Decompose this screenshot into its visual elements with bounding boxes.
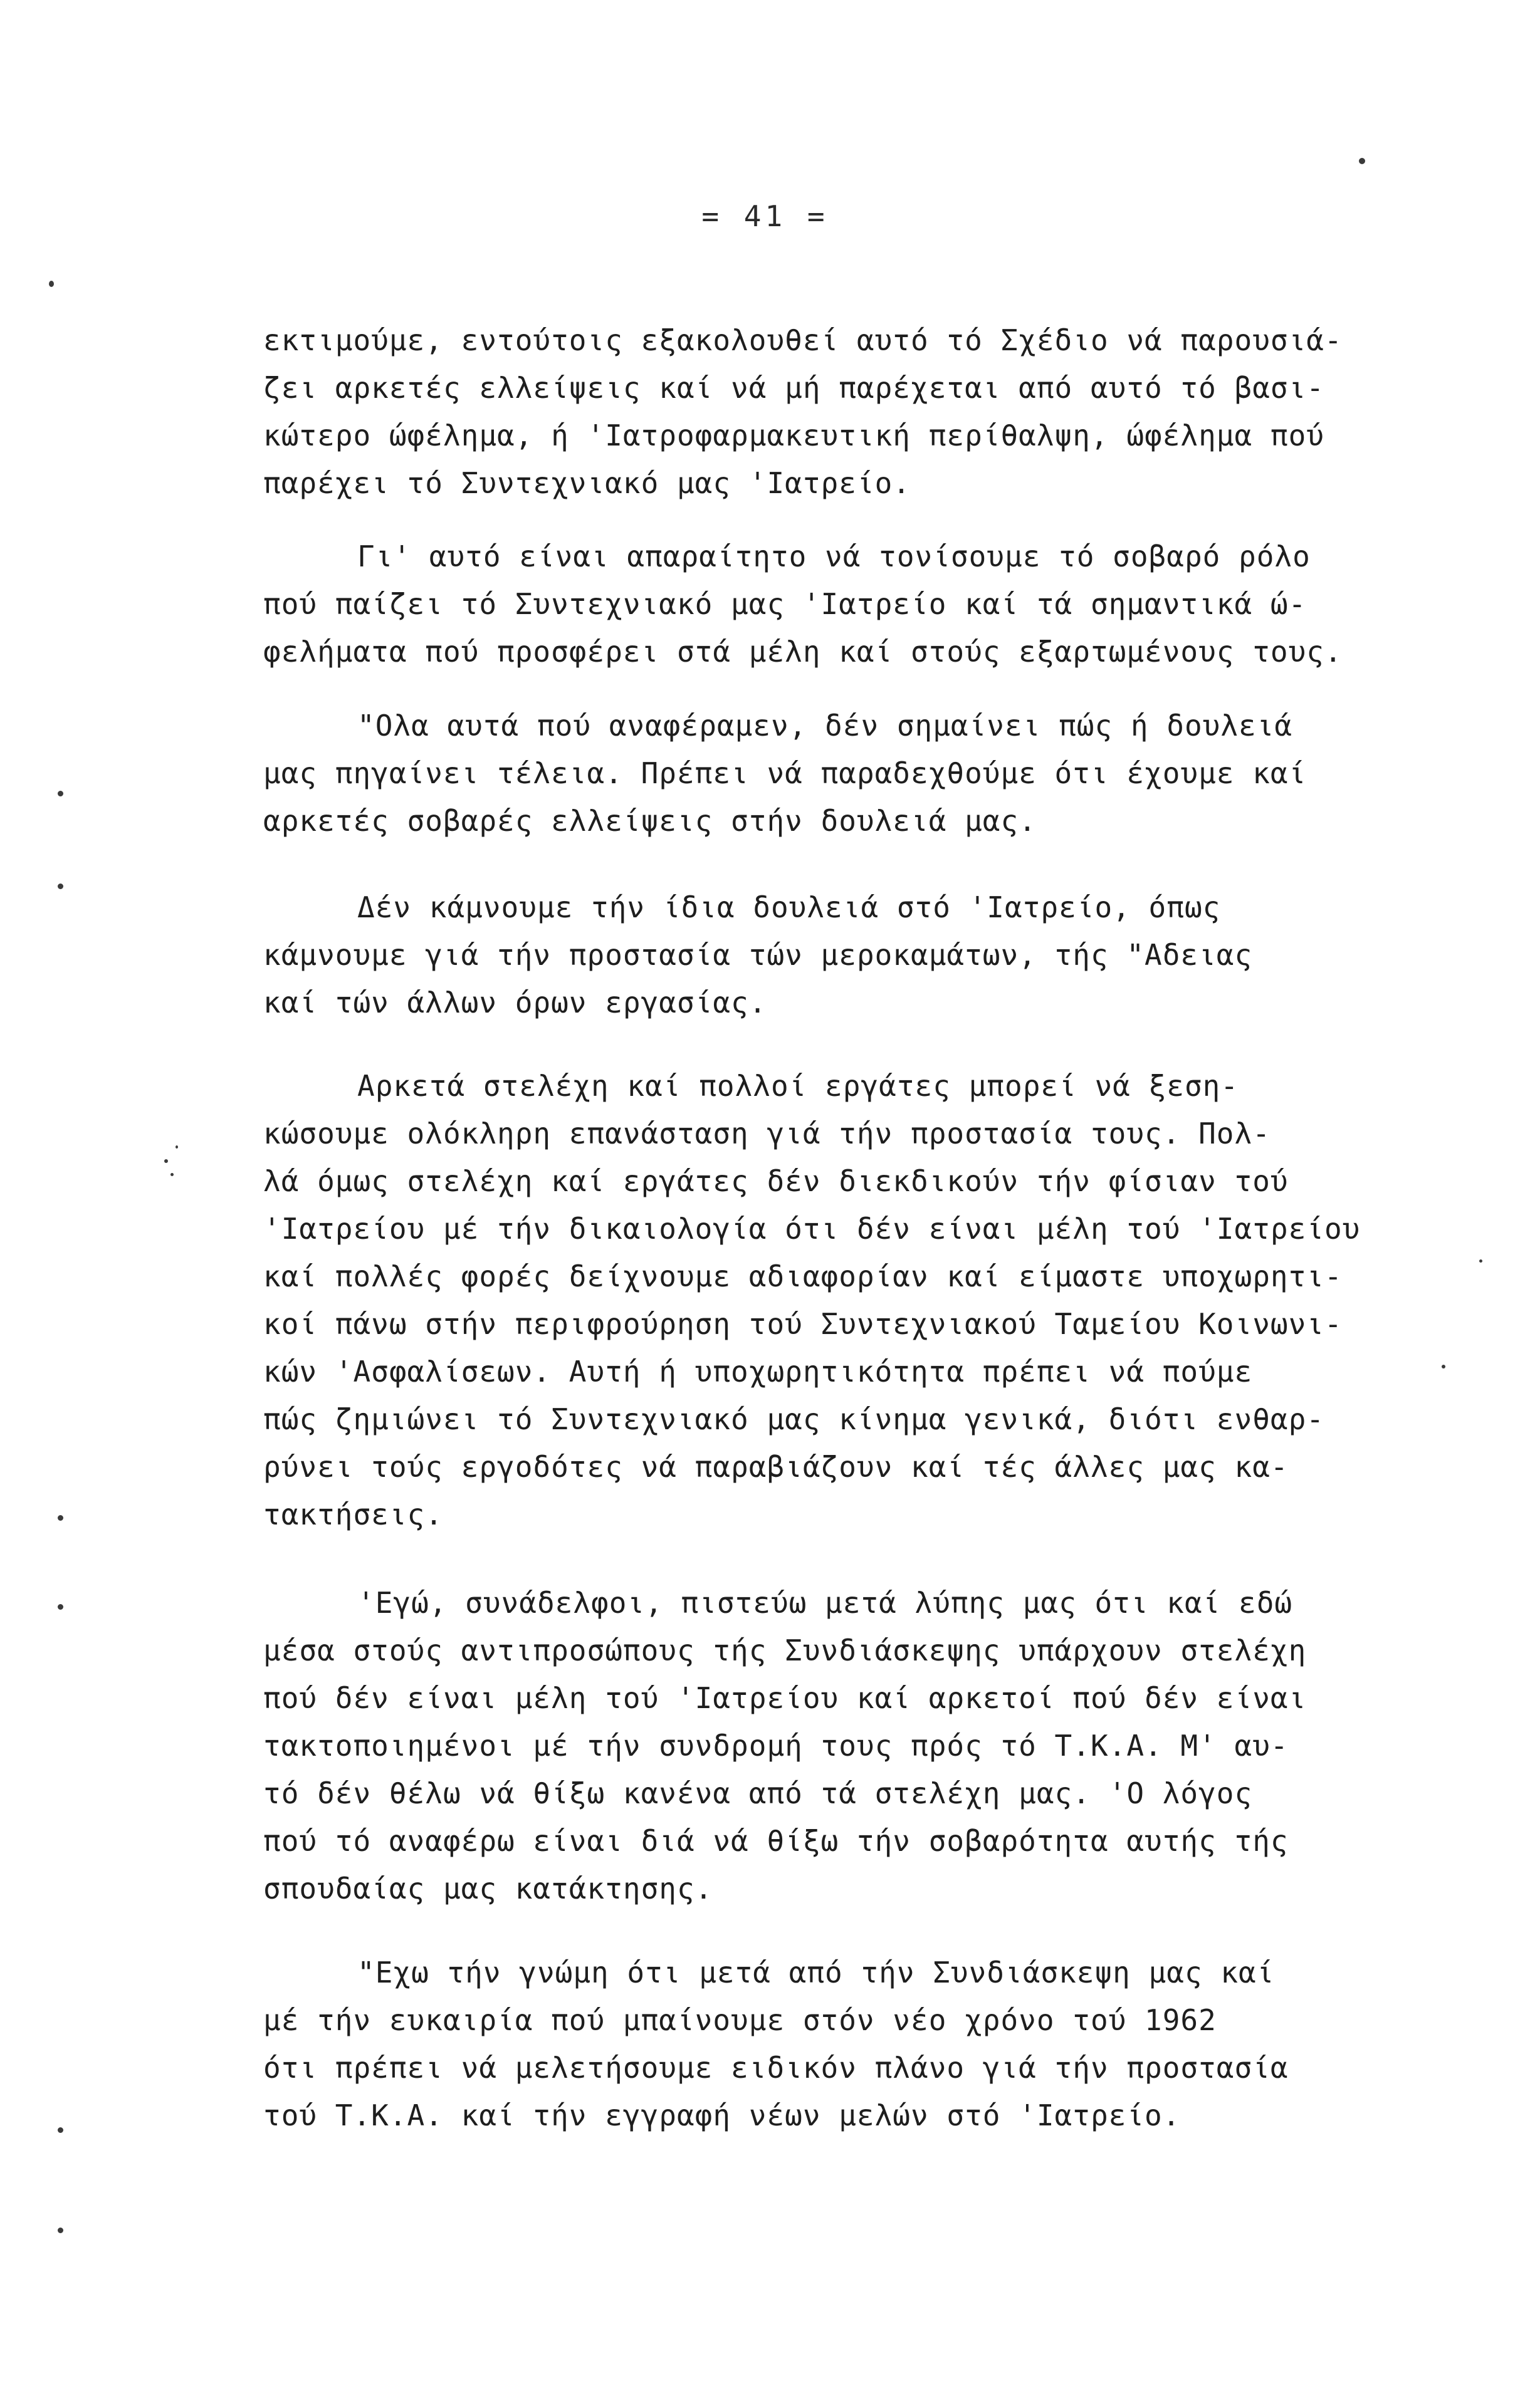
- text-line: σπουδαίας μας κατάκτησης.: [263, 1872, 713, 1905]
- text-line: λά όμως στελέχη καί εργάτες δέν διεκδικούν τήν φίσιαν τού: [263, 1164, 1289, 1198]
- scan-speck: [49, 281, 54, 287]
- text-line: καί τών άλλων όρων εργασίας.: [263, 986, 767, 1019]
- scan-speck: [1479, 1259, 1482, 1263]
- text-line: κάμνουμε γιά τήν προστασία τών μεροκαμάτων, τής "Αδειας: [263, 938, 1253, 972]
- scan-speck: [1359, 158, 1365, 164]
- scan-speck: [58, 2228, 63, 2233]
- text-line: κώσουμε ολόκληρη επανάσταση γιά τήν προστασία τους. Πολ-: [263, 1117, 1271, 1150]
- text-line: "Εχω τήν γνώμη ότι μετά από τήν Συνδιάσκεψη μας καί: [357, 1956, 1275, 1989]
- text-line: πού παίζει τό Συντεχνιακό μας 'Ιατρείο καί τά σημαντικά ώ-: [263, 587, 1307, 621]
- scan-speck: [58, 2127, 63, 2133]
- text-line: 'Εγώ, συνάδελφοι, πιστεύω μετά λύπης μας ότι καί εδώ: [357, 1586, 1293, 1620]
- text-line: φελήματα πού προσφέρει στά μέλη καί στούς εξαρτωμένους τους.: [263, 635, 1343, 669]
- text-line: "Ολα αυτά πού αναφέραμεν, δέν σημαίνει πώς ή δουλειά: [357, 709, 1293, 743]
- text-line: κώτερο ώφέλημα, ή 'Ιατροφαρμακευτική περίθαλψη, ώφέλημα πού: [263, 419, 1324, 452]
- paragraph-1: [263, 316, 1467, 507]
- text-line: Δέν κάμνουμε τήν ίδια δουλειά στό 'Ιατρείο, όπως: [357, 890, 1221, 924]
- text-line: ζει αρκετές ελλείψεις καί νά μή παρέχεται από αυτό τό βασι-: [263, 371, 1324, 405]
- paragraph-2: [263, 533, 1467, 675]
- text-line: μας πηγαίνει τέλεια. Πρέπει νά παραδεχθούμε ότι έχουμε καί: [263, 756, 1307, 790]
- text-line: μέσα στούς αντιπροσώπους τής Συνδιάσκεψης υπάρχουν στελέχη: [263, 1634, 1307, 1667]
- scan-speck: [164, 1159, 168, 1163]
- text-line: 'Ιατρείου μέ τήν δικαιολογία ότι δέν είναι μέλη τού 'Ιατρείου: [263, 1212, 1361, 1246]
- scan-speck: [176, 1145, 178, 1149]
- paragraph-6: [263, 1579, 1467, 1912]
- scan-speck: [58, 1604, 63, 1610]
- paragraph-7: [263, 1949, 1467, 2139]
- text-line: τό δέν θέλω νά θίξω κανένα από τά στελέχη μας. 'Ο λόγος: [263, 1776, 1253, 1810]
- text-line: αρκετές σοβαρές ελλείψεις στήν δουλειά μας.: [263, 804, 1037, 838]
- text-line: πού τό αναφέρω είναι διά νά θίξω τήν σοβαρότητα αυτής τής: [263, 1824, 1289, 1858]
- paragraph-4: [263, 883, 1467, 1026]
- paragraph-5: [263, 1062, 1467, 1538]
- paragraph-3: [263, 702, 1467, 845]
- text-line: τακτοποιημένοι μέ τήν συνδρομή τους πρός τό Τ.Κ.Α. Μ' αυ-: [263, 1729, 1289, 1763]
- text-line: ότι πρέπει νά μελετήσουμε ειδικόν πλάνο γιά τήν προστασία: [263, 2051, 1289, 2085]
- text-line: καί πολλές φορές δείχνουμε αδιαφορίαν καί είμαστε υποχωρητι-: [263, 1259, 1343, 1293]
- text-line: ρύνει τούς εργοδότες νά παραβιάζουν καί τές άλλες μας κα-: [263, 1450, 1289, 1484]
- scan-speck: [58, 883, 63, 889]
- scan-speck: [58, 1515, 63, 1521]
- scan-speck: [58, 791, 63, 796]
- text-line: κών 'Ασφαλίσεων. Αυτή ή υποχωρητικότητα πρέπει νά πούμε: [263, 1355, 1253, 1389]
- text-line: μέ τήν ευκαιρία πού μπαίνουμε στόν νέο χρόνο τού 1962: [263, 2003, 1217, 2037]
- text-line: Γι' αυτό είναι απαραίτητο νά τονίσουμε τό σοβαρό ρόλο: [357, 539, 1311, 573]
- scan-speck: [170, 1173, 174, 1176]
- page-number: = 41 =: [701, 199, 829, 233]
- text-line: πού δέν είναι μέλη τού 'Ιατρείου καί αρκετοί πού δέν είναι: [263, 1681, 1307, 1715]
- text-line: Αρκετά στελέχη καί πολλοί εργάτες μπορεί νά ξεση-: [357, 1069, 1239, 1103]
- text-line: κοί πάνω στήν περιφρούρηση τού Συντεχνιακού Ταμείου Κοινωνι-: [263, 1307, 1343, 1341]
- text-line: παρέχει τό Συντεχνιακό μας 'Ιατρείο.: [263, 466, 911, 500]
- text-line: εκτιμούμε, εντούτοις εξακολουθεί αυτό τό Σχέδιο νά παρουσιά-: [263, 323, 1343, 357]
- text-line: πώς ζημιώνει τό Συντεχνιακό μας κίνημα γενικά, διότι ενθαρ-: [263, 1402, 1324, 1436]
- scan-speck: [1442, 1365, 1445, 1368]
- text-line: τακτήσεις.: [263, 1498, 443, 1531]
- text-line: τού Τ.Κ.Α. καί τήν εγγραφή νέων μελών στό 'Ιατρείο.: [263, 2098, 1181, 2132]
